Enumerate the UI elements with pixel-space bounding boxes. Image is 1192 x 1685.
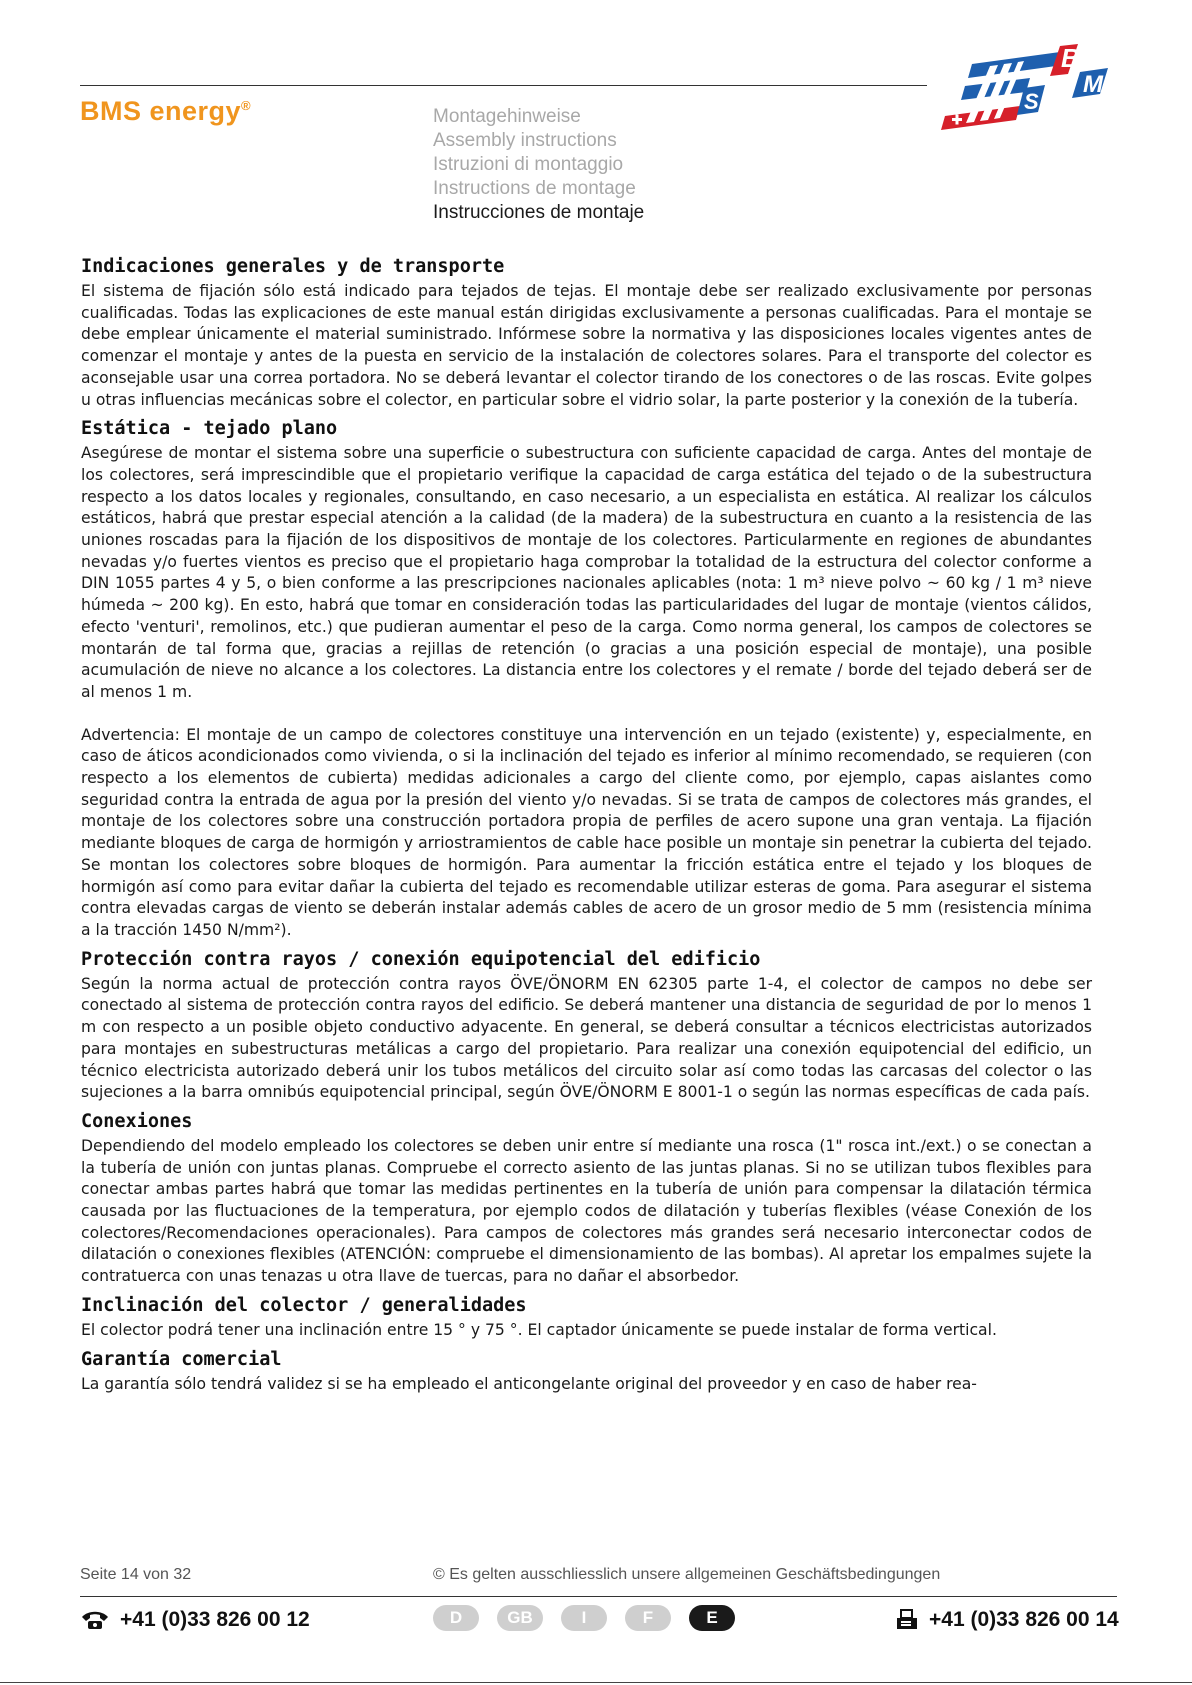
section-heading: Estática - tejado plano — [81, 418, 338, 440]
header-rule — [80, 85, 927, 86]
title-it: Istruzioni di montaggio — [433, 154, 624, 175]
section-paragraph: La garantía sólo tendrá validez si se ha empleado el anticongelante original del proveedor y en caso de haber rea- — [81, 1374, 977, 1393]
brand-logo: BMS energy® — [80, 96, 252, 126]
lang-e-button[interactable]: E — [689, 1605, 735, 1631]
section-statics — [81, 415, 1092, 941]
title-fr: Instructions de montage — [433, 178, 636, 199]
section-paragraph: Asegúrese de montar el sistema sobre una superficie o subestructura con suficiente capacidad de carga. Antes del montaje de los colectores, será imprescindible que el propietario verifique la capacidad de carga estática del tejado o de la subestructura respecto a los datos locales y regionales, consultando, en caso necesario, a un especialista en estática. Al realizar los cálculos estáticos, habrá que prestar especial atención a la calidad (de la madera) de la subestructura en cuanto a la resistencia de las uniones roscadas para la fijación de los dispositivos de montaje de los colectores. Particularmente en regiones de abundantes nevadas y/o fuertes vientos es preciso que el propietario haga comprobar la totalidad de la estructura del colector conforme a DIN 1055 partes 4 y 5, o bien conforme a las prescripciones nacionales aplicables (nota: 1 m³ nieve polvo ~ 60 kg / 1 m³ nieve húmeda ~ 200 kg). En esto, habrá que tomar en consideración todas las particularidades del lugar de montaje (vientos cálidos, efecto 'venturi', remolinos, etc.) que pudieran aumentar el peso de la carga. Como norma general, los campos de colectores se montarán de tal forma que, gracias a rejillas de retención (o gracias a una posición especial de montaje), una posible acumulación de nieve no alcance a los colectores. La distancia entre los colectores y el remate / borde del tejado deberá ser de al menos 1 m. — [81, 444, 1092, 701]
section-paragraph: Advertencia: El montaje de un campo de colectores constituye una intervención en un tejado (existente) y, especialmente, en caso de áticos acondicionados como vivienda, o si la inclinación del tejado es inferior al mínimo recomendado, se requieren (con respecto a los elementos de cubierta) medidas adicionales a cargo del cliente como, por ejemplo, capas aislantes como seguridad contra la entrada de agua por la presión del viento y/o nevadas. Si se trata de campos de colectores más grandes, el montaje de los colectores sobre una construcción portadora propia de perfiles de acero supone una gran ventaja. La fijación mediante bloques de carga de hormigón y arriostramientos de cable hace posible un montaje sin penetrar la cubierta del tejado. Se montan los colectores sobre bloques de hormigón. Para aumentar la fricción estática entre el tejado y los bloques de hormigón así como para evitar dañar la cubierta del tejado es recomendable utilizar esteras de goma. Para asegurar el sistema contra elevadas cargas de viento se deberán instalar además cables de acero de un grosor medio de 5 mm (resistencia mínima a la tracción 1450 N/mm²). — [81, 725, 1092, 939]
lang-i-button[interactable]: I — [561, 1605, 607, 1631]
logo-letter-m: M — [1083, 71, 1103, 98]
fax-number: +41 (0)33 826 00 14 — [929, 1608, 1119, 1631]
section-heading: Indicaciones generales y de transporte — [81, 256, 505, 277]
phone-icon — [80, 1609, 110, 1631]
bms-swiss-logo — [900, 36, 1110, 141]
title-de: Montagehinweise — [433, 106, 581, 127]
section-heading: Protección contra rayos / conexión equipotencial del edificio — [81, 948, 761, 970]
section-lightning — [81, 946, 1092, 1104]
section-heading: Conexiones — [81, 1110, 193, 1132]
document-body — [81, 253, 1092, 1395]
lang-gb-button[interactable]: GB — [497, 1605, 543, 1631]
lang-d-button[interactable]: D — [433, 1605, 479, 1631]
section-paragraph: El sistema de fijación sólo está indicado para tejados de tejas. El montaje debe ser realizado exclusivamente por personas cualificadas. Todas las explicaciones de este manual están dirigidas exclusivamente a personas cualificadas. Para el montaje se debe emplear únicamente el material suministrado. Infórmese sobre la normativa y las disposiciones locales vigentes antes de comenzar el montaje y antes de la puesta en servicio de la instalación de colectores solares. Para el transporte del colector es aconsejable usar una correa portadora. No se deberá levantar el colector tirando de los conectores o de las roscas. Evite golpes u otras influencias mecánicas sobre el colector, en particular sobre el vidrio solar, la parte posterior y la conexión de la tubería. — [81, 282, 1092, 409]
language-selector — [433, 1605, 735, 1631]
section-inclination — [81, 1292, 1092, 1342]
document-titles — [433, 105, 644, 225]
logo-letter-s: S — [1024, 89, 1039, 114]
page-edge-rule — [0, 1682, 1192, 1683]
phone-number: +41 (0)33 826 00 12 — [120, 1608, 310, 1631]
section-paragraph: El colector podrá tener una inclinación entre 15 ° y 75 °. El captador únicamente se puede instalar de forma vertical. — [81, 1320, 997, 1339]
section-connections — [81, 1108, 1092, 1288]
section-heading: Inclinación del colector / generalidades — [81, 1294, 527, 1316]
section-heading: Garantía comercial — [81, 1348, 282, 1370]
footer-rule — [80, 1596, 1117, 1597]
lang-f-button[interactable]: F — [625, 1605, 671, 1631]
section-paragraph: Según la norma actual de protección contra rayos ÖVE/ÖNORM EN 62305 parte 1-4, el colector de campos no debe ser conectado al sistema de protección contra rayos del edificio. Se deberá mantener una distancia de seguridad de por lo menos 1 m con respecto a un posible objeto conductivo adyacente. En general, se deberá consultar a técnicos electricistas autorizados para montajes en subestructuras metálicas a cargo del propietario. Para realizar una conexión equipotencial del edificio, un técnico electricista autorizado deberá unir los tubos metálicos del circuito solar así como todas las carcasas del colector o las sujeciones a la barra omnibús equipotencial principal, según ÖVE/ÖNORM E 8001-1 o según las normas específicas de cada país. — [81, 974, 1092, 1102]
title-en: Assembly instructions — [433, 130, 617, 151]
logo-letter-b: B — [1061, 43, 1080, 73]
title-es: Instrucciones de montaje — [433, 202, 645, 223]
phone-contact — [80, 1608, 310, 1632]
section-paragraph: Dependiendo del modelo empleado los colectores se deben unir entre sí mediante una rosca (1" rosca int./ext.) o se conectan a la tubería de unión con juntas planas. Compruebe el correcto asiento de las juntas planas. Si no se utilizan tubos flexibles para conectar ambas partes habrá que tomar las medidas pertinentes en la tubería de unión para compensar la dilatación térmica causada por las fluctuaciones de la temperatura, por ejemplo codos de dilatación y tuberías flexibles (véase Conexión de los colectores/Recomendaciones operacionales). Para campos de colectores más grandes será necesario interconectar codos de dilatación o conexiones flexibles (ATENCIÓN: compruebe el dimensionamiento de las bombas). Al apretar los empalmes sujete la contratuerca con unas tenazas u otra llave de tuercas, para no dañar el absorbedor. — [81, 1136, 1092, 1286]
fax-icon — [895, 1609, 919, 1631]
fax-contact — [895, 1608, 1119, 1632]
copyright-notice: © Es gelten ausschliesslich unsere allgemeinen Geschäftsbedingungen — [433, 1566, 941, 1583]
page-number: Seite 14 von 32 — [80, 1566, 192, 1583]
section-warranty — [81, 1346, 1092, 1396]
section-general — [81, 253, 1092, 411]
